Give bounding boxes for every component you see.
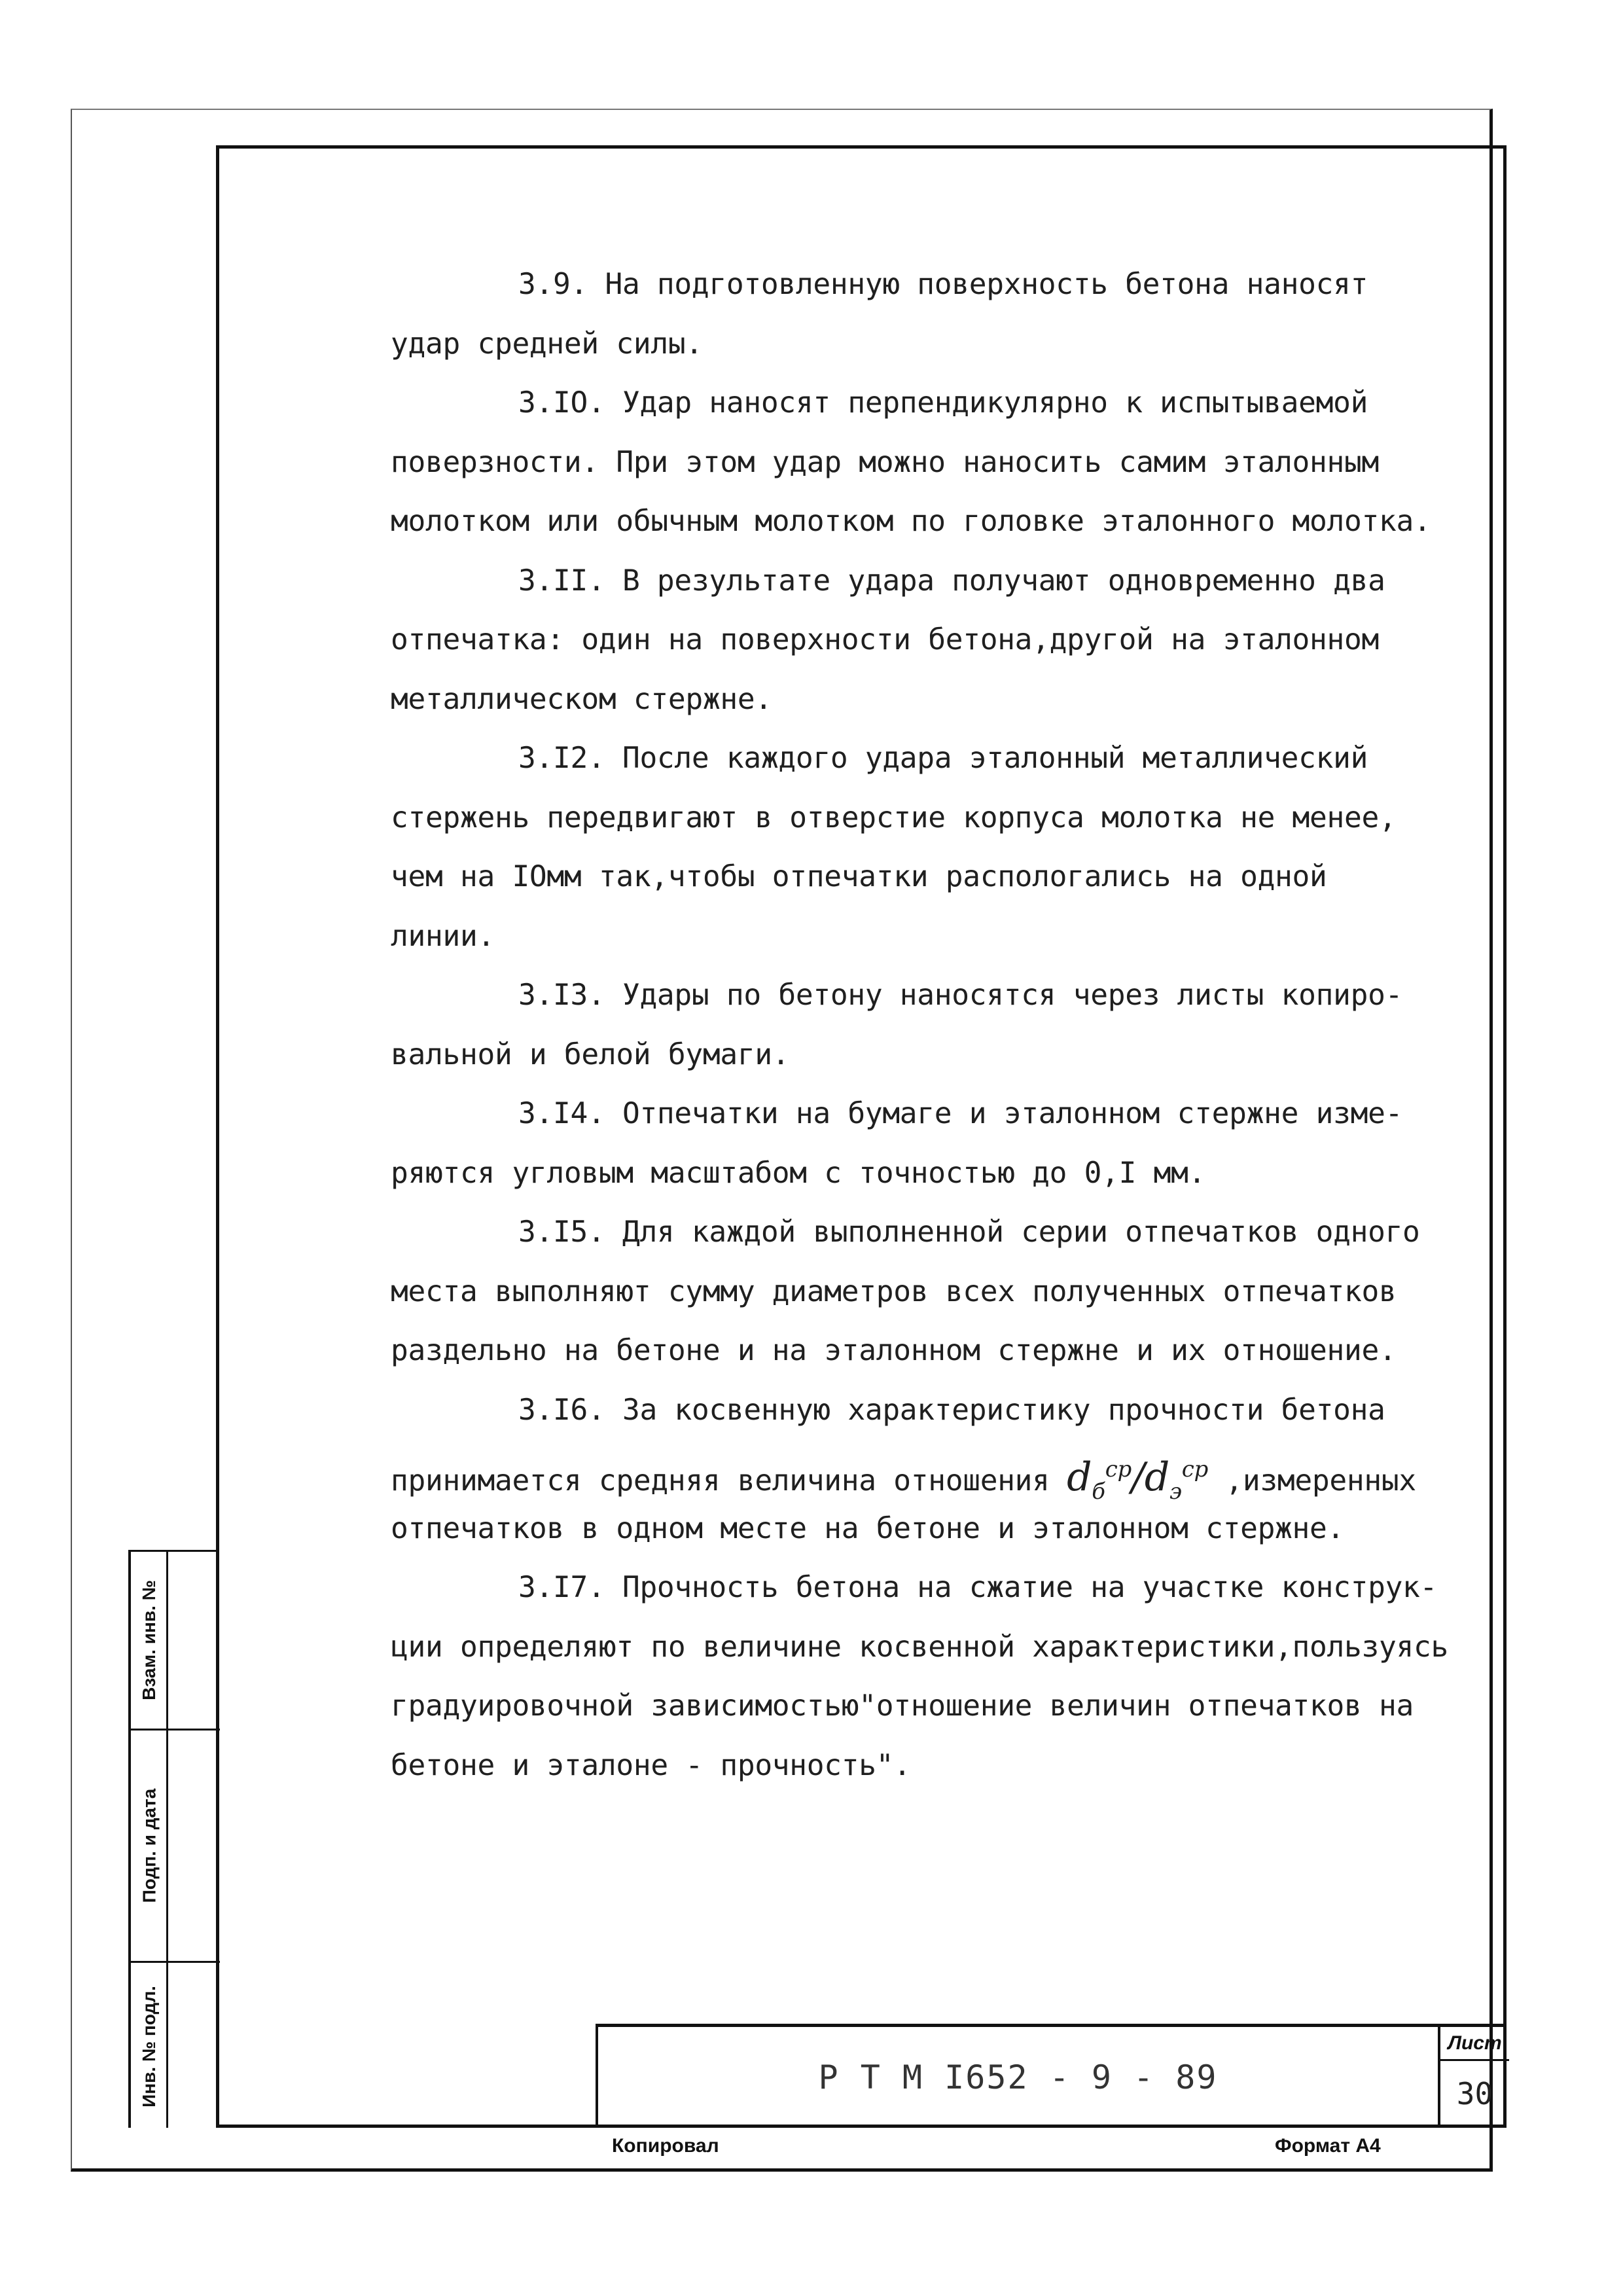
paper-format-label: Формат А4 bbox=[1275, 2135, 1381, 2157]
signature-date-label: Подп. и дата bbox=[139, 1788, 160, 1903]
text-line: металлическом стержне. bbox=[391, 682, 772, 716]
text-line: 3.I6. За косвенную характеристику прочности бетона bbox=[518, 1393, 1385, 1427]
side-stamp-column-divider bbox=[166, 1552, 168, 2128]
text-line: линии. bbox=[391, 919, 495, 953]
text-line: 3.IO. Удар наносят перпендикулярно к испытываемой bbox=[518, 386, 1368, 420]
text-line: стержень передвигают в отверстие корпуса молотка не менее, bbox=[391, 800, 1397, 834]
text-line: отпечатка: один на поверхности бетона,другой на эталонном bbox=[391, 623, 1380, 656]
formula-lead-text: принимается средняя величина отношения bbox=[391, 1464, 1067, 1498]
text-line-with-formula bbox=[391, 1440, 1503, 1505]
paragraph-3-17 bbox=[391, 1558, 1503, 1795]
text-line: 3.9. На подготовленную поверхность бетона наносят bbox=[518, 268, 1368, 301]
text-line: ряются угловым масштабом с точностью до 0,I мм. bbox=[391, 1156, 1206, 1190]
replacement-inventory-label: Взам. инв. № bbox=[139, 1580, 160, 1700]
text-line: ции определяют по величине косвенной характеристики,пользуясь bbox=[391, 1630, 1448, 1664]
sheet-label: Лист bbox=[1440, 2027, 1509, 2061]
text-line: раздельно на бетоне и на эталонном стержне и их отношение. bbox=[391, 1334, 1397, 1367]
text-line: 3.II. В результате удара получают одновременно два bbox=[518, 564, 1385, 598]
text-line: 3.I5. Для каждой выполненной серии отпечатков одного bbox=[518, 1215, 1420, 1249]
sheet-number: 30 bbox=[1456, 2076, 1493, 2111]
text-line: вальной и белой бумаги. bbox=[391, 1037, 790, 1071]
text-line: 3.I2. После каждого удара эталонный металлический bbox=[518, 742, 1368, 775]
text-line: отпечатков в одном месте на бетоне и эталонном стержне. bbox=[391, 1511, 1345, 1545]
document-code: Р Т М I652 - 9 - 89 bbox=[818, 2058, 1218, 2096]
title-block bbox=[596, 2024, 1507, 2128]
text-line: удар средней силы. bbox=[391, 327, 703, 361]
diameter-ratio-formula: $d_б^{ср}/d_э^{ср}$ bbox=[1067, 1454, 1208, 1505]
text-line: места выполняют сумму диаметров всех полученных отпечатков bbox=[391, 1274, 1397, 1308]
paragraph-3-11 bbox=[391, 552, 1503, 730]
side-stamp bbox=[128, 1550, 217, 2128]
formula-trail-text: ,измеренных bbox=[1207, 1464, 1416, 1498]
text-line: поверзности. При этом удар можно наносить самим эталонным bbox=[391, 445, 1380, 479]
paragraph-3-13 bbox=[391, 966, 1503, 1085]
document-body bbox=[391, 255, 1503, 1795]
paragraph-3-14 bbox=[391, 1085, 1503, 1203]
paragraph-3-15 bbox=[391, 1203, 1503, 1381]
text-line: 3.I7. Прочность бетона на сжатие на участке конструк- bbox=[518, 1571, 1438, 1604]
text-line: молотком или обычным молотком по головке эталонного молотка. bbox=[391, 505, 1431, 538]
copied-by-label: Копировал bbox=[612, 2135, 719, 2157]
text-line: градуировочной зависимостью"отношение величин отпечатков на bbox=[391, 1689, 1414, 1723]
paragraph-3-16 bbox=[391, 1381, 1503, 1559]
original-inventory-label: Инв. № подл. bbox=[139, 1985, 160, 2108]
paragraph-3-10 bbox=[391, 374, 1503, 552]
text-line: бетоне и эталоне - прочность". bbox=[391, 1748, 911, 1782]
paragraph-3-9 bbox=[391, 255, 1503, 374]
text-line: 3.I4. Отпечатки на бумаге и эталонном стержне изме- bbox=[518, 1097, 1403, 1130]
text-line: 3.I3. Удары по бетону наносятся через листы копиро- bbox=[518, 978, 1403, 1012]
paragraph-3-12 bbox=[391, 729, 1503, 966]
text-line: чем на IOмм так,чтобы отпечатки распологались на одной bbox=[391, 860, 1327, 893]
sheet-box bbox=[1438, 2027, 1509, 2128]
